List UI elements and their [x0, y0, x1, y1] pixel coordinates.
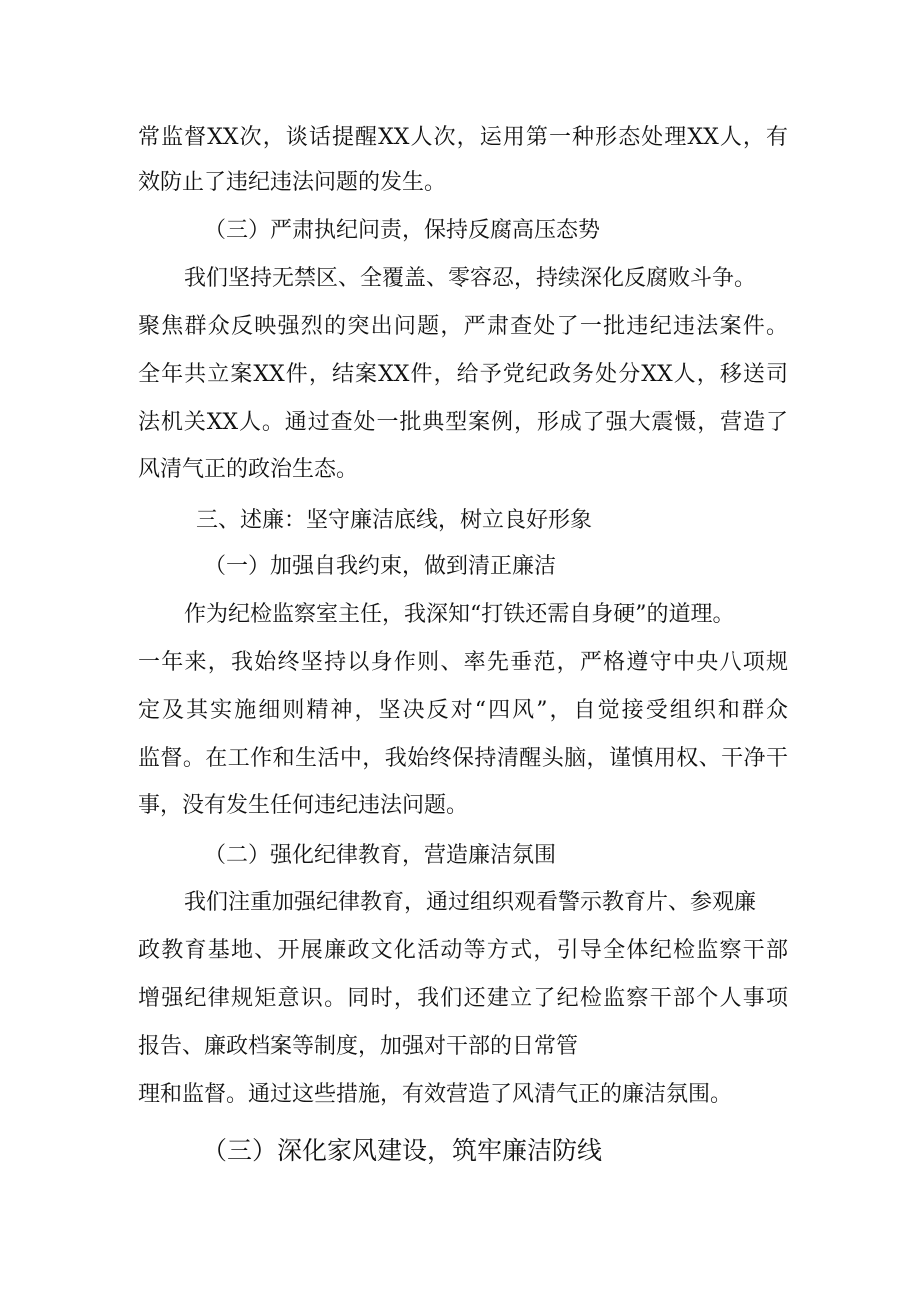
text-line: 定及其实施细则精神，坚决反对“四风”，自觉接受组织和群众: [138, 698, 788, 723]
text-line: 效防止了违纪违法问题的发生。: [138, 170, 447, 195]
text-line: 我们坚持无禁区、全覆盖、零容忍，持续深化反腐败斗争。: [184, 266, 757, 291]
text-line: 增强纪律规矩意识。同时，我们还建立了纪检监察干部个人事项: [138, 986, 788, 1011]
text-line: 常监督XX次，谈话提醒XX人次，运用第一种形态处理XX人，有: [138, 125, 788, 150]
text-line: 风清气正的政治生态。: [138, 457, 359, 482]
text-line: 法机关XX人。通过查处一批典型案例，形成了强大震慑，营造了: [138, 410, 788, 435]
section-heading: （三）深化家风建设，筑牢廉洁防线: [202, 1136, 603, 1165]
text-line: 监督。在工作和生活中，我始终保持清醒头脑，谨慎用权、干净干: [138, 746, 788, 771]
text-line: 理和监督。通过这些措施，有效营造了风清气正的廉洁氛围。: [138, 1082, 733, 1107]
section-heading: （一）加强自我约束，做到清正廉洁: [204, 554, 557, 579]
chapter-heading: 三、述廉：坚守廉洁底线，树立良好形象: [196, 508, 593, 533]
text-line: 我们注重加强纪律教育，通过组织观看警示教育片、参观廉: [184, 890, 757, 915]
section-heading: （三）严肃执纪问责，保持反腐高压态势: [204, 218, 601, 243]
text-line: 聚焦群众反映强烈的突出问题，严肃查处了一批违纪违法案件。: [138, 314, 788, 339]
text-line: 政教育基地、开展廉政文化活动等方式，引导全体纪检监察干部: [138, 938, 788, 963]
text-line: 作为纪检监察室主任，我深知“打铁还需自身硬”的道理。: [184, 602, 735, 627]
text-line: 全年共立案XX件，结案XX件，给予党纪政务处分XX人，移送司: [138, 362, 788, 387]
text-line: 报告、廉政档案等制度，加强对干部的日常管: [138, 1034, 579, 1059]
text-line: 事，没有发生任何违纪违法问题。: [138, 793, 469, 818]
section-heading: （二）强化纪律教育，营造廉洁氛围: [204, 843, 557, 868]
text-line: 一年来，我始终坚持以身作则、率先垂范，严格遵守中央八项规: [138, 650, 788, 675]
